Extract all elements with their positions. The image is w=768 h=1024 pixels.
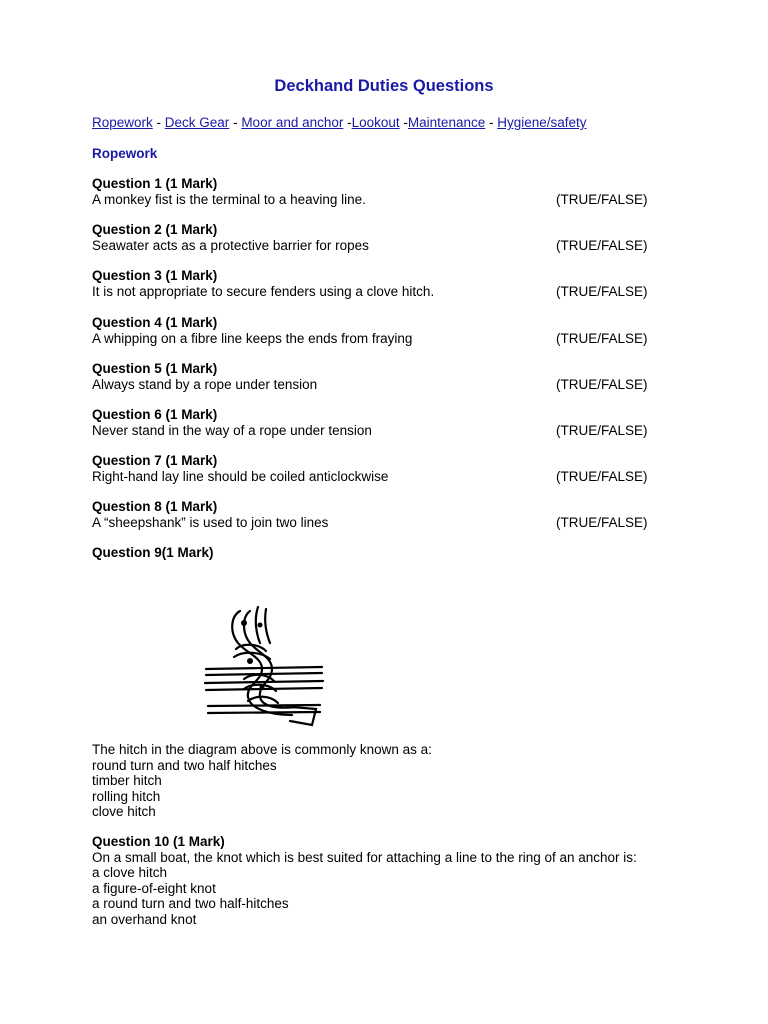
question-title: Question 2 (1 Mark) xyxy=(92,222,218,237)
question-7 xyxy=(92,453,672,484)
true-false-label: (TRUE/FALSE) xyxy=(556,330,648,346)
question-title: Question 4 (1 Mark) xyxy=(92,315,218,330)
question-text: Seawater acts as a protective barrier for ropes xyxy=(92,237,369,253)
answer-option: rolling hitch xyxy=(92,788,161,804)
true-false-label: (TRUE/FALSE) xyxy=(556,376,648,392)
true-false-label: (TRUE/FALSE) xyxy=(556,468,648,484)
question-9-title: Question 9(1 Mark) xyxy=(92,545,214,560)
nav-separator: - xyxy=(229,115,242,130)
answer-option: a clove hitch xyxy=(92,865,168,880)
answer-option: timber hitch xyxy=(92,773,162,788)
true-false-label: (TRUE/FALSE) xyxy=(556,514,648,530)
nav-link-moor-and-anchor[interactable]: Moor and anchor xyxy=(241,115,344,130)
question-text: A “sheepshank” is used to join two lines xyxy=(92,514,329,530)
answer-option: round turn and two half hitches xyxy=(92,757,277,773)
nav-link-deck-gear[interactable]: Deck Gear xyxy=(164,115,230,130)
question-text: Never stand in the way of a rope under tension xyxy=(92,422,372,438)
nav-link-maintenance[interactable]: Maintenance xyxy=(407,115,486,130)
nav-link-hygiene-safety[interactable]: Hygiene/safety xyxy=(497,115,587,130)
question-2 xyxy=(92,222,672,253)
section-heading-ropework: Ropework xyxy=(92,146,158,161)
question-1 xyxy=(92,176,672,207)
nav-separator: - xyxy=(485,115,498,130)
question-9-body xyxy=(92,742,692,820)
question-4 xyxy=(92,315,672,346)
true-false-label: (TRUE/FALSE) xyxy=(556,422,648,438)
nav-link-ropework[interactable]: Ropework xyxy=(92,115,153,130)
true-false-label: (TRUE/FALSE) xyxy=(556,237,648,253)
question-title: Question 7 (1 Mark) xyxy=(92,453,218,468)
true-false-label: (TRUE/FALSE) xyxy=(556,191,648,207)
question-title: Question 8 (1 Mark) xyxy=(92,499,218,514)
question-title: Question 3 (1 Mark) xyxy=(92,268,218,283)
true-false-label: (TRUE/FALSE) xyxy=(556,283,648,299)
question-5 xyxy=(92,361,672,392)
question-title: Question 5 (1 Mark) xyxy=(92,361,218,376)
question-text: A whipping on a fibre line keeps the ends from fraying xyxy=(92,330,413,346)
answer-option: a round turn and two half-hitches xyxy=(92,896,289,911)
nav-separator: - xyxy=(343,115,352,130)
question-prompt: The hitch in the diagram above is commonly known as a: xyxy=(92,742,432,757)
page-title: Deckhand Duties Questions xyxy=(274,77,494,95)
hitch-diagram xyxy=(200,603,330,735)
answer-option: an overhand knot xyxy=(92,911,197,927)
answer-option: clove hitch xyxy=(92,804,156,819)
nav-separator: - xyxy=(152,115,165,130)
question-6 xyxy=(92,407,672,438)
question-prompt: On a small boat, the knot which is best suited for attaching a line to the ring of an anchor is: xyxy=(92,849,637,865)
nav-link-lookout[interactable]: Lookout xyxy=(351,115,400,130)
question-title: Question 1 (1 Mark) xyxy=(92,176,218,191)
question-3 xyxy=(92,268,672,299)
question-text: Right-hand lay line should be coiled anticlockwise xyxy=(92,468,389,484)
question-10 xyxy=(92,834,692,927)
nav-separator: - xyxy=(399,115,408,130)
question-title: Question 10 (1 Mark) xyxy=(92,834,225,849)
question-title: Question 6 (1 Mark) xyxy=(92,407,218,422)
question-text: It is not appropriate to secure fenders using a clove hitch. xyxy=(92,283,435,299)
answer-option: a figure-of-eight knot xyxy=(92,880,216,896)
question-8 xyxy=(92,499,672,530)
question-text: A monkey fist is the terminal to a heaving line. xyxy=(92,191,366,207)
section-nav xyxy=(92,115,587,131)
question-text: Always stand by a rope under tension xyxy=(92,376,318,392)
